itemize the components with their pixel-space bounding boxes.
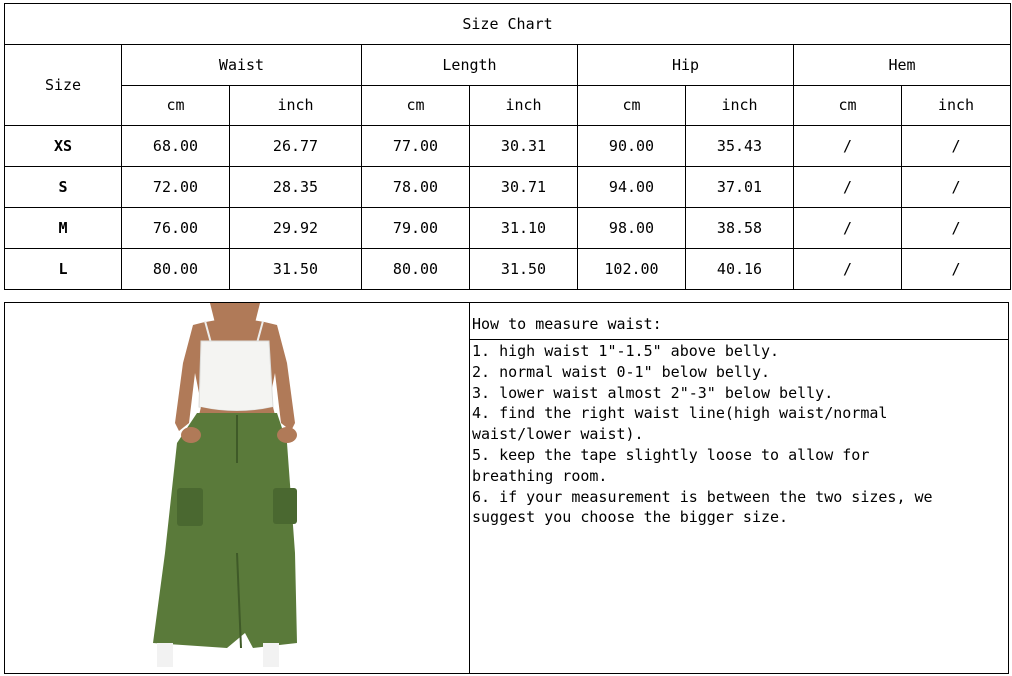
size-label: S: [5, 167, 122, 208]
table-cell: /: [794, 126, 902, 167]
guide-line: suggest you choose the bigger size.: [472, 508, 789, 527]
table-cell: 38.58: [686, 207, 794, 248]
model-illustration: [5, 303, 469, 673]
table-cell: 72.00: [122, 167, 230, 208]
table-cell: /: [794, 248, 902, 289]
table-cell: 30.71: [470, 167, 578, 208]
cargo-skirt: [153, 413, 297, 648]
table-cell: 90.00: [578, 126, 686, 167]
unit-header: cm: [794, 85, 902, 126]
guide-line: 4. find the right waist line(high waist/normal: [472, 404, 888, 423]
table-cell: 35.43: [686, 126, 794, 167]
table-cell: 30.31: [470, 126, 578, 167]
guide-line: breathing room.: [472, 466, 608, 485]
table-cell: /: [902, 207, 1011, 248]
guide-line: 1. high waist 1"-1.5" above belly.: [472, 342, 780, 360]
guide-line: 2. normal waist 0-1" below belly.: [472, 362, 771, 381]
left-hand: [181, 427, 201, 443]
table-cell: /: [794, 167, 902, 208]
table-cell: 68.00: [122, 126, 230, 167]
table-cell: 80.00: [362, 248, 470, 289]
size-chart-table: [4, 3, 1011, 290]
group-header-length: Length: [362, 44, 578, 85]
guide-body: [469, 341, 1008, 528]
group-header-hip: Hip: [578, 44, 794, 85]
guide-line: 5. keep the tape slightly loose to allow for: [472, 445, 870, 464]
unit-header: inch: [470, 85, 578, 126]
table-cell: 77.00: [362, 126, 470, 167]
table-cell: 31.50: [230, 248, 362, 289]
table-cell: 78.00: [362, 167, 470, 208]
group-header-waist: Waist: [122, 44, 362, 85]
guide-line: 3. lower waist almost 2"-3" below belly.: [472, 383, 834, 402]
table-row: [5, 248, 1011, 289]
product-photo: [4, 302, 470, 674]
table-cell: /: [902, 248, 1011, 289]
title-row: [5, 4, 1011, 45]
guide-header: [469, 303, 1008, 340]
table-row: [5, 207, 1011, 248]
measure-guide: [469, 302, 1009, 674]
unit-header: cm: [578, 85, 686, 126]
guide-line: 6. if your measurement is between the two sizes, we: [472, 487, 933, 506]
table-cell: 76.00: [122, 207, 230, 248]
left-cargo-pocket: [177, 488, 203, 526]
guide-line: waist/lower waist).: [472, 425, 644, 444]
group-header-hem: Hem: [794, 44, 1011, 85]
table-cell: 37.01: [686, 167, 794, 208]
group-header-row: [5, 44, 1011, 85]
white-top: [199, 341, 273, 411]
size-label: XS: [5, 126, 122, 167]
right-sock: [263, 643, 279, 667]
unit-header: inch: [686, 85, 794, 126]
unit-header: cm: [122, 85, 230, 126]
table-cell: 40.16: [686, 248, 794, 289]
unit-header: cm: [362, 85, 470, 126]
table-cell: 80.00: [122, 248, 230, 289]
unit-header: inch: [230, 85, 362, 126]
left-sock: [157, 643, 173, 667]
size-label: M: [5, 207, 122, 248]
size-header: Size: [5, 44, 122, 126]
table-cell: /: [902, 126, 1011, 167]
guide-title: How to measure waist:: [472, 315, 662, 333]
unit-header-row: [5, 85, 1011, 126]
table-cell: 28.35: [230, 167, 362, 208]
chart-title: Size Chart: [5, 4, 1011, 45]
table-cell: 29.92: [230, 207, 362, 248]
table-cell: 31.10: [470, 207, 578, 248]
table-row: [5, 167, 1011, 208]
table-cell: 102.00: [578, 248, 686, 289]
unit-header: inch: [902, 85, 1011, 126]
table-cell: 26.77: [230, 126, 362, 167]
table-cell: 79.00: [362, 207, 470, 248]
table-cell: 98.00: [578, 207, 686, 248]
table-cell: /: [902, 167, 1011, 208]
table-cell: 31.50: [470, 248, 578, 289]
right-hand: [277, 427, 297, 443]
table-cell: 94.00: [578, 167, 686, 208]
size-label: L: [5, 248, 122, 289]
table-cell: /: [794, 207, 902, 248]
table-row: [5, 126, 1011, 167]
right-cargo-pocket: [273, 488, 297, 524]
